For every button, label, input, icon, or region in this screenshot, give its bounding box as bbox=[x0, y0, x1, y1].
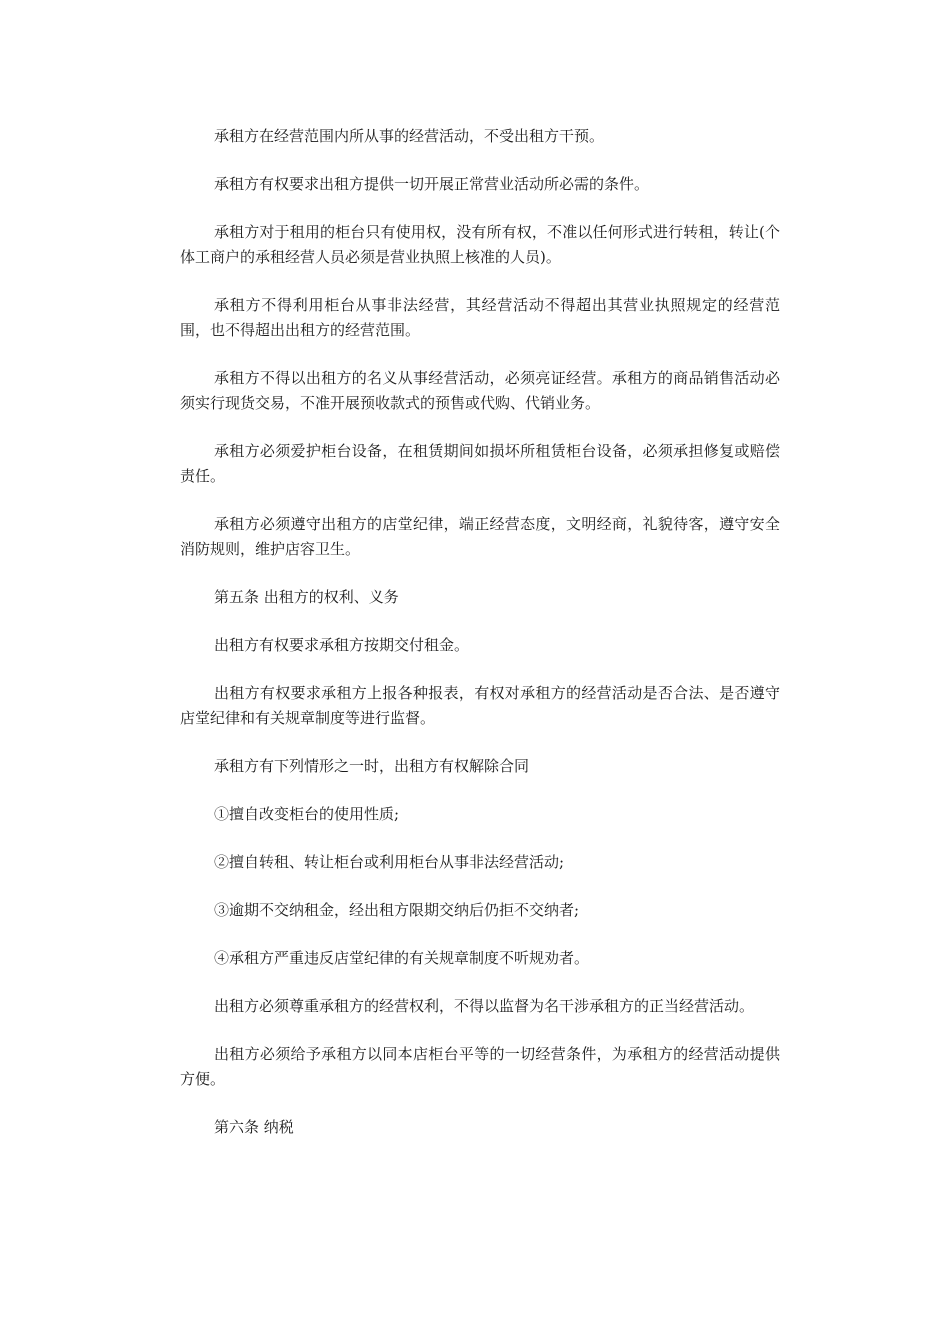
paragraph-store-discipline: 承租方必须遵守出租方的店堂纪律，端正经营态度，文明经商，礼貌待客，遵守安全消防规则，维护店容卫生。 bbox=[180, 515, 780, 558]
paragraph-respect-rights: 出租方必须尊重承租方的经营权利，不得以监督为名干涉承租方的正当经营活动。 bbox=[214, 997, 755, 1015]
article-five-heading: 第五条 出租方的权利、义务 bbox=[214, 588, 399, 606]
list-item-condition-4: ④承租方严重违反店堂纪律的有关规章制度不听规劝者。 bbox=[214, 949, 590, 967]
paragraph-supervision: 出租方有权要求承租方上报各种报表，有权对承租方的经营活动是否合法、是否遵守店堂纪律和有关规章制度等进行监督。 bbox=[180, 684, 780, 727]
paragraph-no-illegal-operation: 承租方不得利用柜台从事非法经营，其经营活动不得超出其营业执照规定的经营范围，也不得超出出租方的经营范围。 bbox=[180, 296, 780, 339]
list-item-condition-1: ①擅自改变柜台的使用性质; bbox=[214, 805, 400, 823]
article-six-heading: 第六条 纳税 bbox=[214, 1118, 294, 1136]
paragraph-rent-payment: 出租方有权要求承租方按期交付租金。 bbox=[214, 636, 470, 654]
paragraph-no-sublease: 承租方对于租用的柜台只有使用权，没有所有权，不准以任何形式进行转租，转让(个体工商户的承租经营人员必须是营业执照上核准的人员)。 bbox=[180, 223, 780, 266]
list-item-condition-2: ②擅自转租、转让柜台或利用柜台从事非法经营活动; bbox=[214, 853, 565, 871]
paragraph-termination-conditions: 承租方有下列情形之一时，出租方有权解除合同 bbox=[214, 757, 530, 775]
paragraph-equal-conditions: 出租方必须给予承租方以同本店柜台平等的一切经营条件，为承租方的经营活动提供方便。 bbox=[180, 1045, 780, 1088]
paragraph-lessee-right-conditions: 承租方有权要求出租方提供一切开展正常营业活动所必需的条件。 bbox=[214, 175, 650, 193]
paragraph-equipment-care: 承租方必须爱护柜台设备，在租赁期间如损坏所租赁柜台设备，必须承担修复或赔偿责任。 bbox=[180, 442, 780, 485]
paragraph-lessee-business-scope: 承租方在经营范围内所从事的经营活动，不受出租方干预。 bbox=[214, 127, 605, 145]
document-body bbox=[180, 124, 780, 1163]
list-item-condition-3: ③逾期不交纳租金，经出租方限期交纳后仍拒不交纳者; bbox=[214, 901, 580, 919]
paragraph-licensed-operation: 承租方不得以出租方的名义从事经营活动，必须亮证经营。承租方的商品销售活动必须实行现货交易，不准开展预收款式的预售或代购、代销业务。 bbox=[180, 369, 780, 412]
